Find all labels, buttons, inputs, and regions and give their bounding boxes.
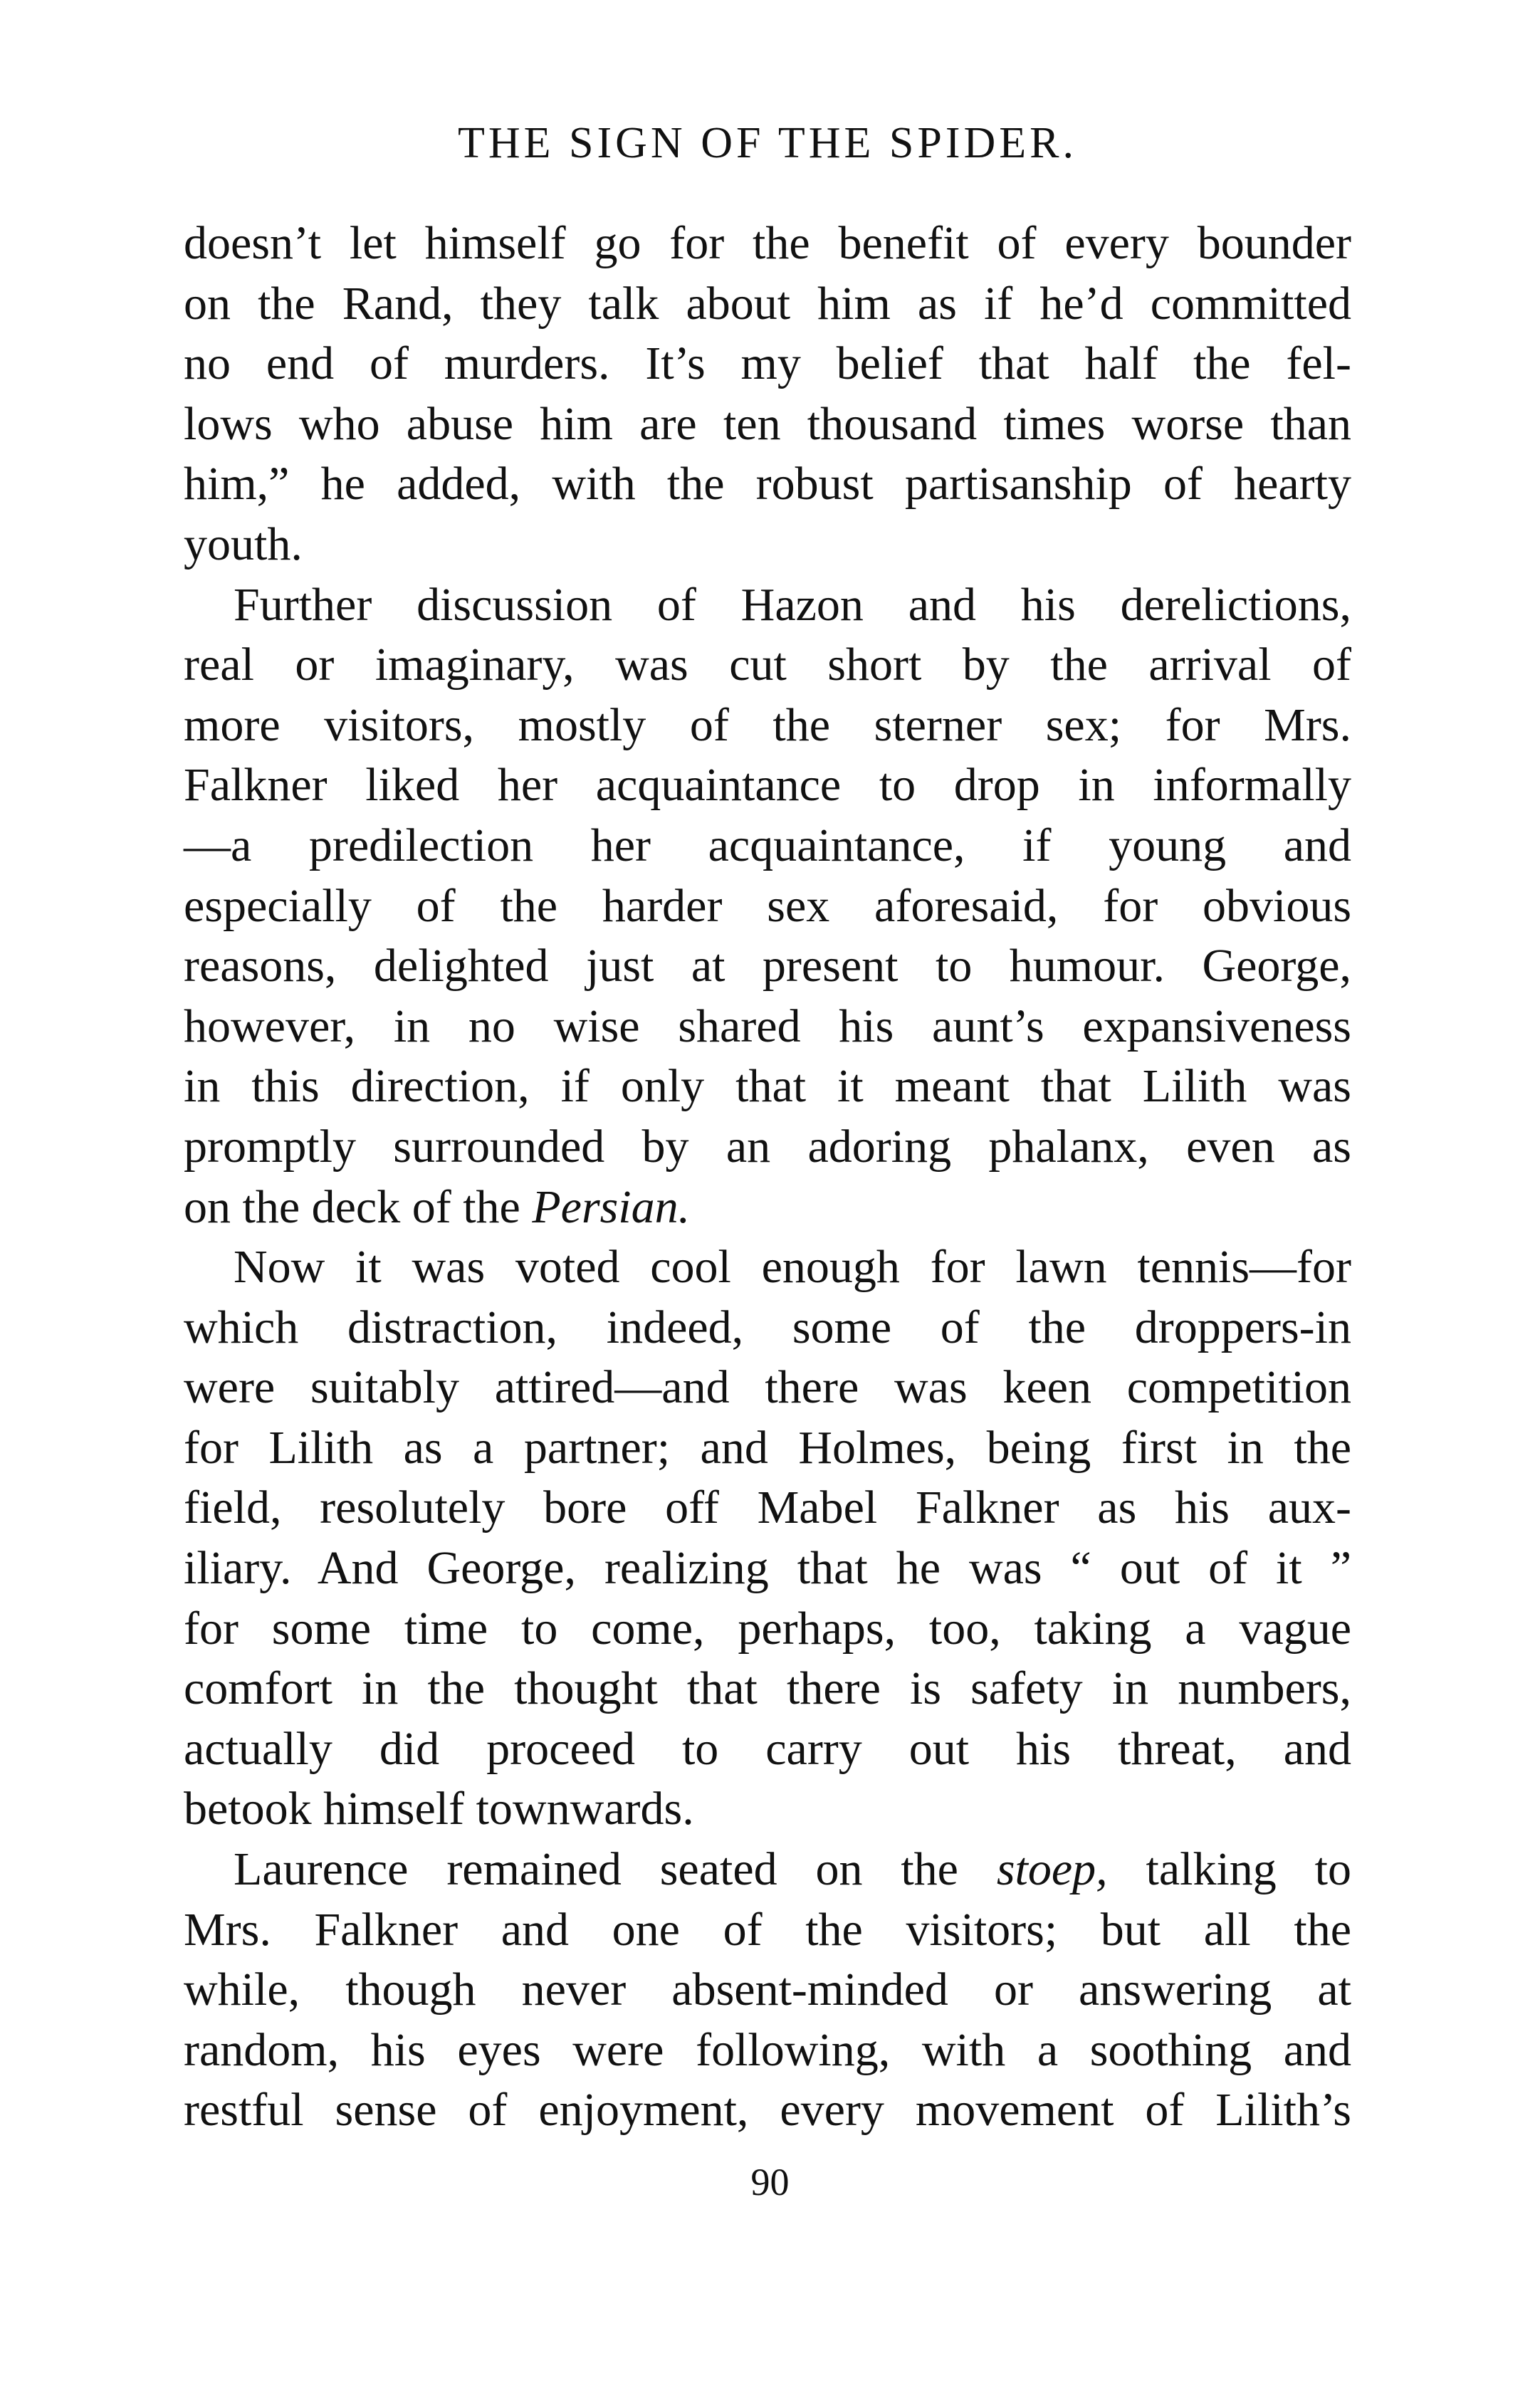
text-line: Now it was voted cool enough for lawn tennis—for: [234, 1241, 1351, 1294]
text-line: no end of murders. It’s my belief that half the fel-: [184, 337, 1351, 390]
text-line: [184, 1178, 1351, 1238]
text-line: especially of the harder sex aforesaid, for obvious: [184, 879, 1351, 932]
text-line: him,” he added, with the robust partisanship of hearty: [184, 458, 1351, 510]
text-line: field, resolutely bore off Mabel Falkner as his aux-: [184, 1482, 1351, 1534]
paragraph: [184, 575, 1351, 1238]
text-line: promptly surrounded by an adoring phalanx, even as: [184, 1120, 1351, 1173]
text-line: for Lilith as a partner; and Holmes, being first in the: [184, 1421, 1351, 1474]
page-number: 90: [750, 2161, 790, 2203]
text-line: Mrs. Falkner and one of the visitors; but all the: [184, 1903, 1351, 1956]
running-title: THE SIGN OF THE SPIDER.: [458, 119, 1077, 167]
text-line: in this direction, if only that it meant that Lilith was: [184, 1060, 1351, 1113]
text-line: iliary. And George, realizing that he was “ out of it ”: [184, 1542, 1351, 1595]
text-line: betook himself townwards.: [184, 1783, 694, 1835]
text-line: lows who abuse him are ten thousand times worse than: [184, 397, 1351, 450]
body-text: [184, 214, 1351, 2141]
text-line: actually did proceed to carry out his threat, and: [184, 1722, 1351, 1775]
text-line: Falkner liked her acquaintance to drop in informally: [184, 759, 1351, 812]
text-line: —a predilection her acquaintance, if young and: [184, 819, 1351, 871]
text-line: restful sense of enjoyment, every movement of Lilith’s: [184, 2084, 1351, 2137]
text-line: doesn’t let himself go for the benefit of every bounder: [184, 217, 1351, 269]
text-line: random, his eyes were following, with a soothing and: [184, 2023, 1351, 2076]
text-line: more visitors, mostly of the sterner sex; for Mrs.: [184, 698, 1351, 751]
text-span: Laurence remained seated on the: [234, 1843, 997, 1896]
text-line: on the Rand, they talk about him as if he’d committed: [184, 277, 1351, 330]
text-line: comfort in the thought that there is safety in numbers,: [184, 1662, 1351, 1715]
text-span: on the deck of the: [184, 1180, 533, 1233]
italic-ship-name: Persian.: [532, 1180, 691, 1233]
text-line: which distraction, indeed, some of the droppers-in: [184, 1301, 1351, 1353]
text-line: [184, 1840, 1351, 1900]
text-line: youth.: [184, 518, 303, 570]
text-line: reasons, delighted just at present to humour. George,: [184, 940, 1351, 992]
text-line: for some time to come, perhaps, too, taking a vague: [184, 1602, 1351, 1655]
text-line: however, in no wise shared his aunt’s expansiveness: [184, 1000, 1351, 1052]
paragraph: [184, 214, 1351, 575]
text-line: Further discussion of Hazon and his derelictions,: [234, 578, 1351, 631]
text-line: while, though never absent-minded or answering at: [184, 1964, 1351, 2016]
paragraph: [184, 1237, 1351, 1840]
italic-term: stoep,: [996, 1843, 1108, 1896]
text-span: talking to: [1107, 1843, 1351, 1896]
text-line: were suitably attired—and there was keen competition: [184, 1361, 1351, 1414]
paragraph: [184, 1840, 1351, 2141]
text-line: real or imaginary, was cut short by the arrival of: [184, 639, 1351, 691]
